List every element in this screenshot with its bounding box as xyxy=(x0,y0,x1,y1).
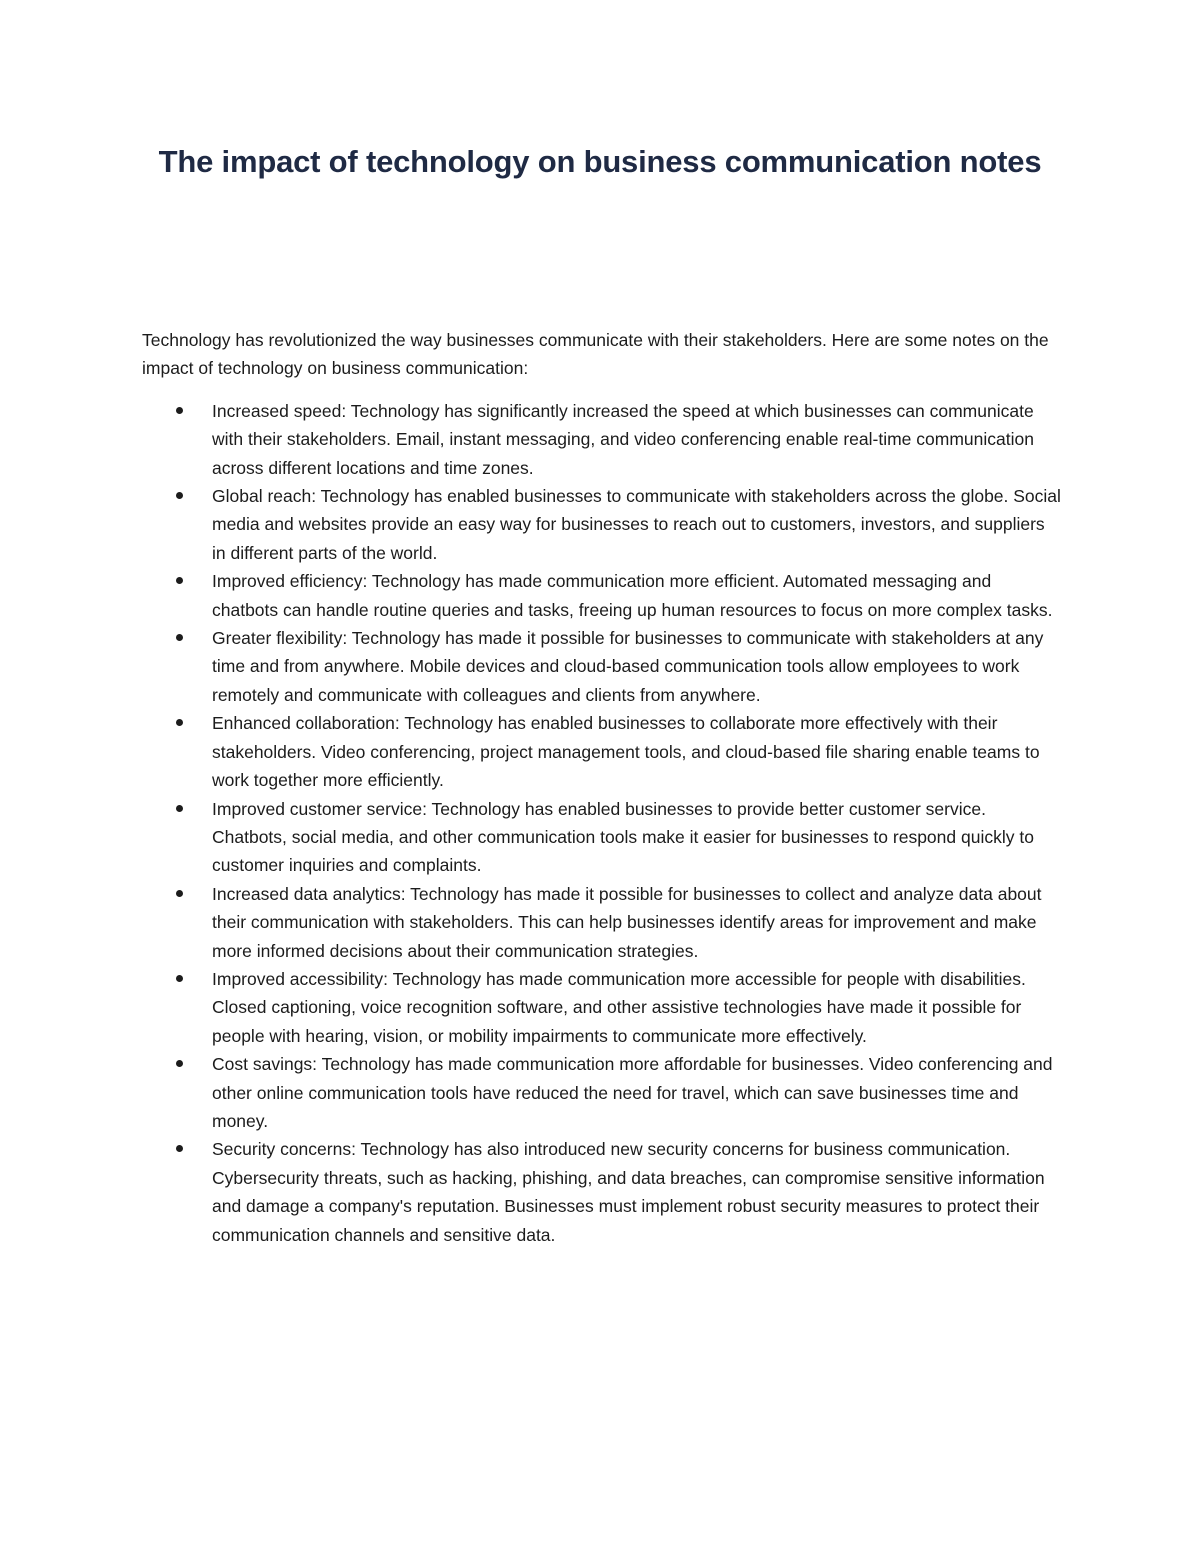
bullet-dot-icon xyxy=(176,492,183,499)
list-item xyxy=(142,567,1062,624)
list-item-text: Security concerns: Technology has also introduced new security concerns for business communication. Cybersecurity threats, such as hacking, phishing, and data breaches, can compromise sensitive information and damage a company's reputation. Businesses must implement robust security measures to protect their communication channels and sensitive data. xyxy=(212,1139,1045,1245)
bullet-dot-icon xyxy=(176,719,183,726)
list-item-text: Global reach: Technology has enabled businesses to communicate with stakeholders across the globe. Social media and websites provide an easy way for businesses to reach out to customers, investors, and suppliers in different parts of the world. xyxy=(212,486,1061,563)
bullet-dot-icon xyxy=(176,577,183,584)
notes-list xyxy=(142,397,1062,1249)
list-item xyxy=(142,624,1062,709)
list-item-text: Increased data analytics: Technology has made it possible for businesses to collect and analyze data about their communication with stakeholders. This can help businesses identify areas for improvement and make more informed decisions about their communication strategies. xyxy=(212,883,1042,961)
list-item-text: Improved customer service: Technology has enabled businesses to provide better customer service. Chatbots, social media, and other communication tools make it easier for businesses to respond quickly to customer inquiries and complaints. xyxy=(212,798,1034,876)
list-item xyxy=(142,709,1062,794)
document-body xyxy=(142,326,1062,1249)
list-item xyxy=(142,880,1062,965)
document-title: The impact of technology on business communication notes xyxy=(158,144,1042,179)
list-item-text: Enhanced collaboration: Technology has enabled businesses to collaborate more effectively with their stakeholders. Video conferencing, project management tools, and cloud-based file sharing enable teams to work together more efficiently. xyxy=(212,713,1040,791)
list-item-text: Improved accessibility: Technology has made communication more accessible for people with disabilities. Closed captioning, voice recognition software, and other assistive technologies have made it possible for people with hearing, vision, or mobility impairments to communicate more effectively. xyxy=(212,968,1026,1046)
list-item-text: Greater flexibility: Technology has made it possible for businesses to communicate with stakeholders at any time and from anywhere. Mobile devices and cloud-based communication tools allow employees to work remotely and communicate with colleagues and clients from anywhere. xyxy=(212,628,1044,705)
intro-paragraph: Technology has revolutionized the way businesses communicate with their stakeholders. Here are some notes on the impact of technology on business communication: xyxy=(142,330,1049,379)
list-item xyxy=(142,1050,1062,1135)
bullet-dot-icon xyxy=(176,634,183,641)
list-item xyxy=(142,482,1062,567)
bullet-dot-icon xyxy=(176,890,183,897)
bullet-dot-icon xyxy=(176,975,183,982)
list-item-text: Improved efficiency: Technology has made communication more efficient. Automated messaging and chatbots can handle routine queries and tasks, freeing up human resources to focus on more complex tasks. xyxy=(212,571,1053,620)
bullet-dot-icon xyxy=(176,1145,183,1152)
list-item xyxy=(142,965,1062,1050)
list-item-text: Cost savings: Technology has made communication more affordable for businesses. Video conferencing and other online communication tools have reduced the need for travel, which can save businesses time and money. xyxy=(212,1054,1053,1131)
list-item xyxy=(142,397,1062,482)
bullet-dot-icon xyxy=(176,805,183,812)
list-item-text: Increased speed: Technology has significantly increased the speed at which businesses can communicate with their stakeholders. Email, instant messaging, and video conferencing enable real-time communication across different locations and time zones. xyxy=(212,400,1034,478)
bullet-dot-icon xyxy=(176,407,183,414)
list-item xyxy=(142,795,1062,880)
list-item xyxy=(142,1135,1062,1249)
bullet-dot-icon xyxy=(176,1060,183,1067)
